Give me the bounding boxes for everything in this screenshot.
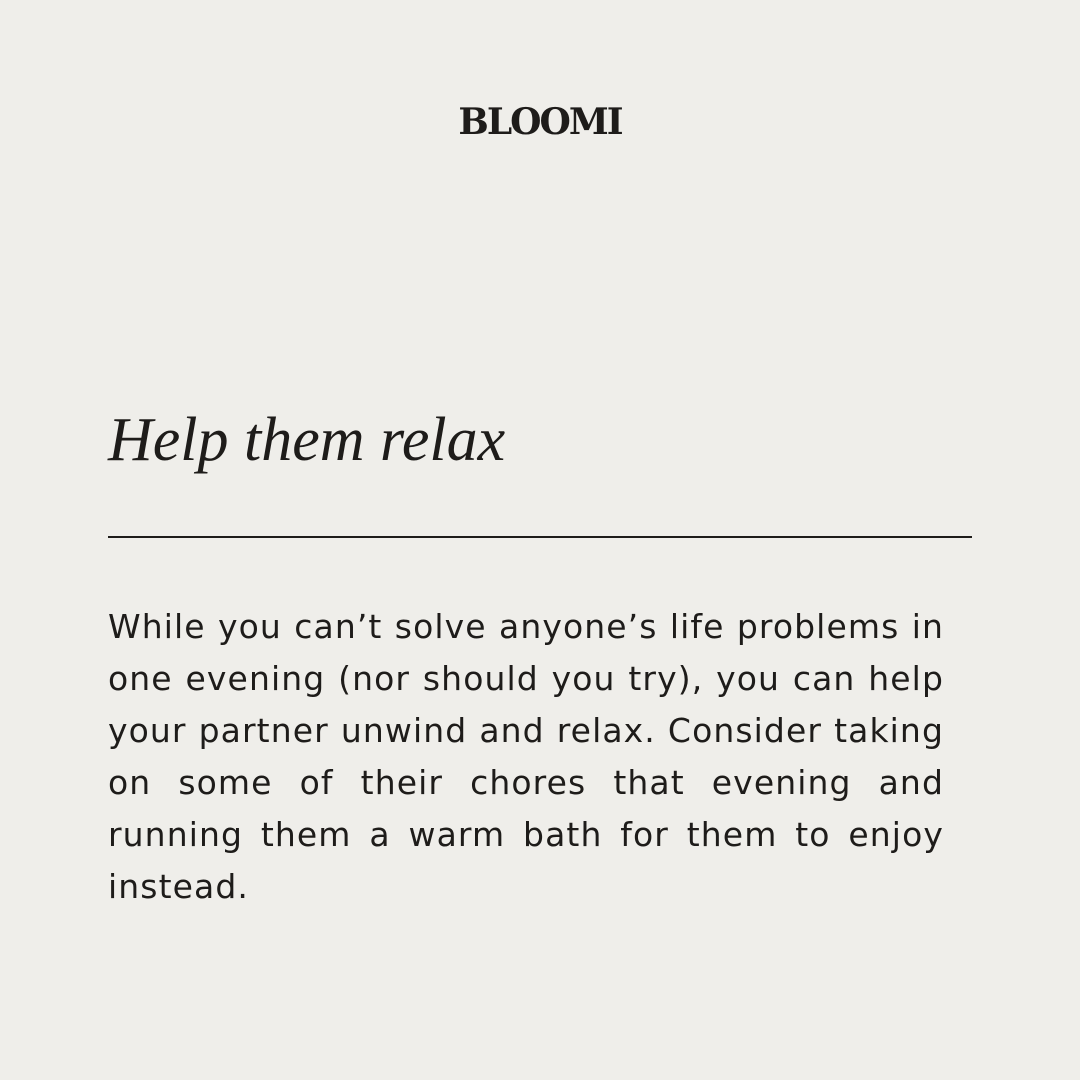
divider-line (108, 536, 972, 538)
card-body-text: While you can’t solve anyone’s life problems in one evening (nor should you try), you can help your partner unwind and relax. Consider taking on some of their chores that evening and running them a warm bath for them to enjoy instead. (108, 607, 944, 906)
brand-logo: BLOOMI (458, 101, 622, 143)
card-heading: Help them relax (108, 406, 506, 474)
